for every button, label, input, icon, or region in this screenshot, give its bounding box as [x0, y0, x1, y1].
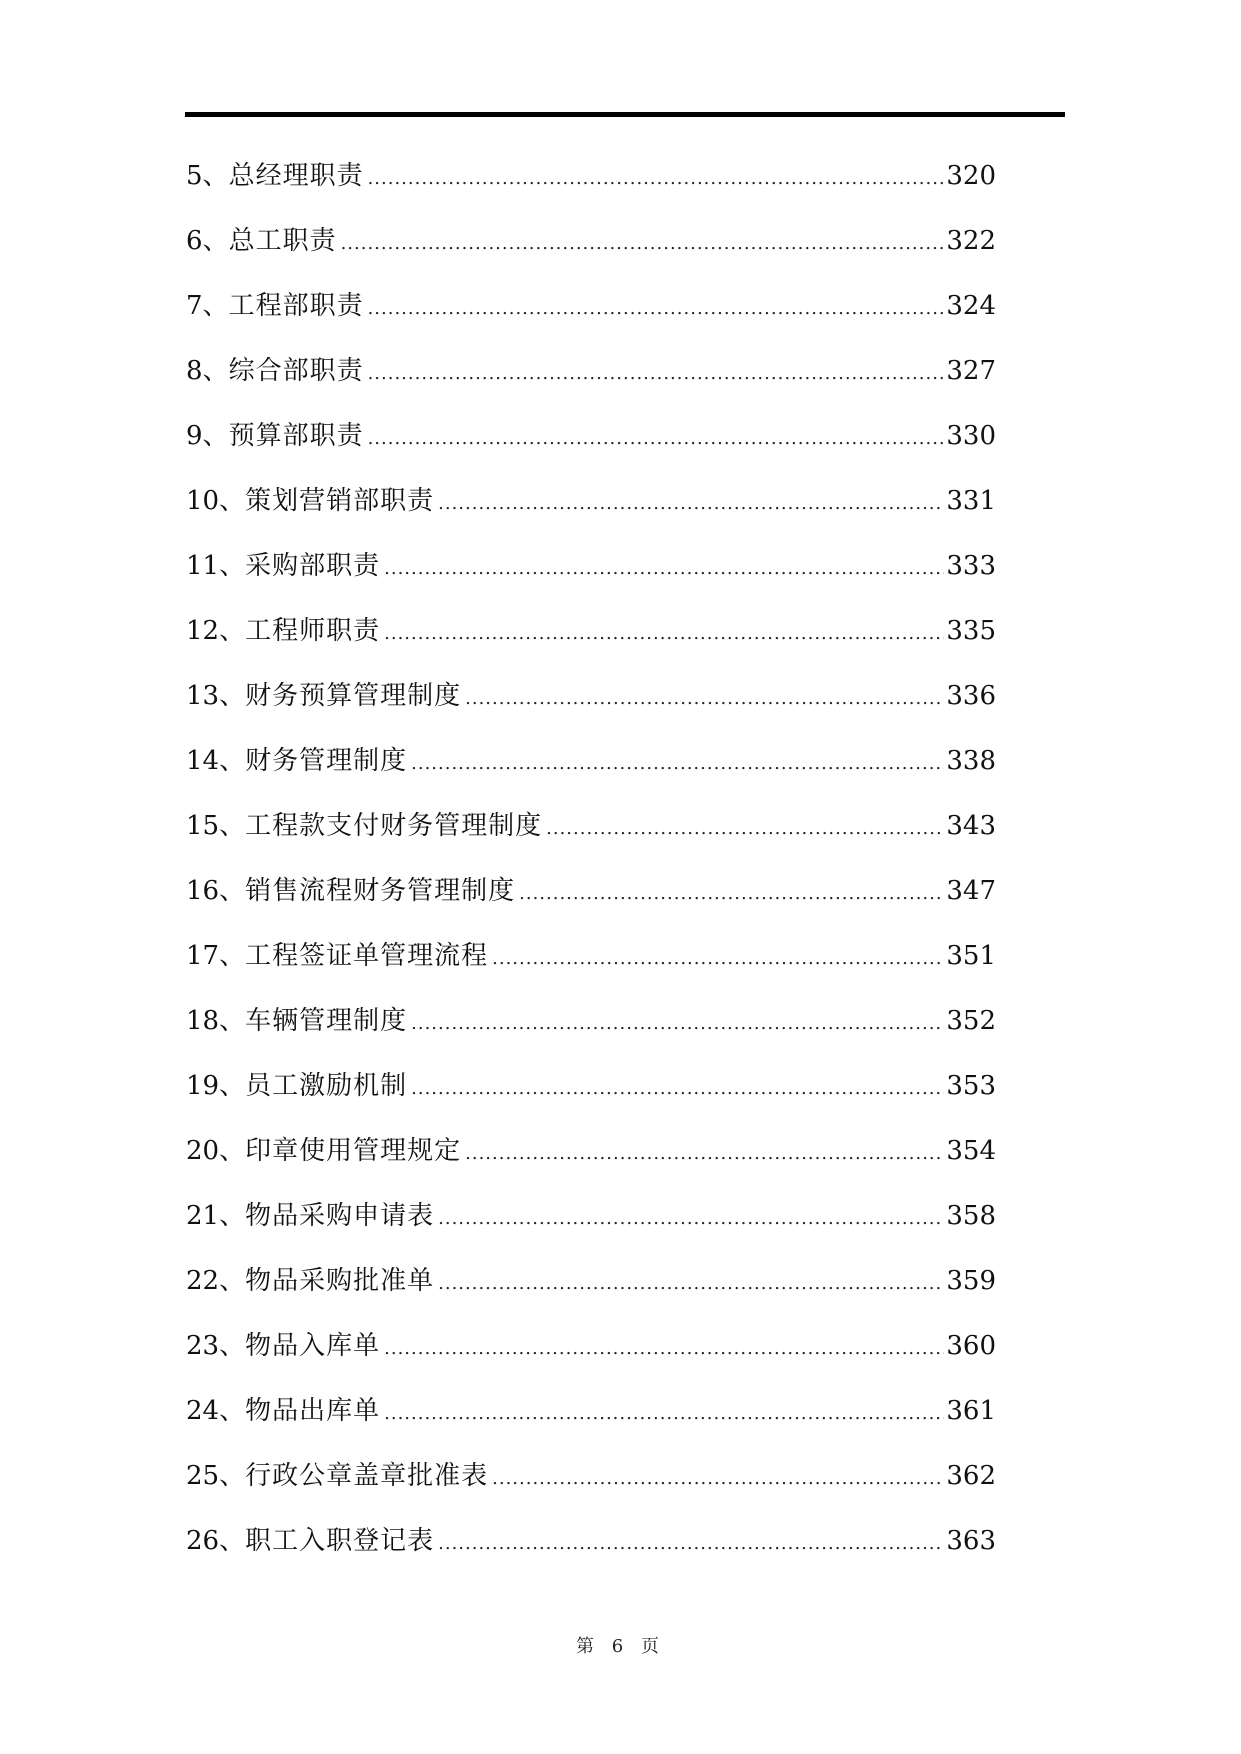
toc-entry-number: 8	[186, 356, 203, 386]
toc-dot-leader	[384, 616, 944, 652]
toc-entry[interactable]	[186, 678, 996, 743]
table-of-contents	[186, 158, 996, 1588]
toc-dot-leader	[411, 746, 944, 782]
toc-entry-number: 13	[186, 681, 220, 711]
toc-entry-title: 车辆管理制度	[245, 1006, 408, 1036]
toc-entry-page: 338	[946, 746, 996, 776]
toc-entry-number: 14	[186, 746, 220, 776]
toc-entry-title: 工程师职责	[245, 616, 381, 646]
toc-entry-separator: 、	[219, 941, 246, 971]
toc-entry[interactable]	[186, 288, 996, 353]
toc-entry-title: 采购部职责	[245, 551, 381, 581]
toc-entry[interactable]	[186, 483, 996, 548]
toc-dot-leader	[438, 1201, 944, 1237]
toc-dot-leader	[368, 291, 945, 327]
toc-entry-separator: 、	[219, 1331, 246, 1361]
toc-entry-page: 359	[946, 1266, 996, 1296]
toc-entry-title: 总经理职责	[228, 161, 364, 191]
toc-entry-title: 职工入职登记表	[245, 1526, 435, 1556]
toc-entry-page: 363	[946, 1526, 996, 1556]
toc-entry[interactable]	[186, 223, 996, 288]
toc-dot-leader	[465, 1136, 944, 1172]
toc-dot-leader	[368, 161, 945, 197]
toc-entry-separator: 、	[219, 1071, 246, 1101]
toc-entry-title: 财务预算管理制度	[245, 681, 462, 711]
toc-entry-number: 19	[186, 1071, 220, 1101]
toc-entry-title: 财务管理制度	[245, 746, 408, 776]
toc-dot-leader	[546, 811, 944, 847]
toc-entry[interactable]	[186, 1458, 996, 1523]
toc-dot-leader	[341, 226, 945, 262]
toc-entry-page: 327	[946, 356, 996, 386]
toc-entry-number: 17	[186, 941, 220, 971]
toc-entry-number: 10	[186, 486, 220, 516]
toc-entry-page: 352	[946, 1006, 996, 1036]
toc-entry[interactable]	[186, 1068, 996, 1133]
toc-entry-number: 12	[186, 616, 220, 646]
toc-entry[interactable]	[186, 353, 996, 418]
toc-entry-separator: 、	[219, 811, 246, 841]
toc-entry-page: 330	[946, 421, 996, 451]
toc-dot-leader	[384, 1396, 944, 1432]
toc-entry-title: 物品采购申请表	[245, 1201, 435, 1231]
toc-entry[interactable]	[186, 613, 996, 678]
toc-dot-leader	[492, 941, 944, 977]
toc-entry-page: 353	[946, 1071, 996, 1101]
toc-entry-title: 工程签证单管理流程	[245, 941, 489, 971]
toc-entry-page: 362	[946, 1461, 996, 1491]
toc-entry[interactable]	[186, 158, 996, 223]
toc-entry-number: 16	[186, 876, 220, 906]
toc-entry-separator: 、	[202, 421, 229, 451]
toc-entry-number: 20	[186, 1136, 220, 1166]
toc-entry-title: 印章使用管理规定	[245, 1136, 462, 1166]
toc-entry-separator: 、	[219, 1006, 246, 1036]
toc-dot-leader	[384, 1331, 944, 1367]
toc-entry-separator: 、	[219, 616, 246, 646]
toc-entry-number: 26	[186, 1526, 220, 1556]
toc-dot-leader	[438, 1526, 944, 1562]
toc-entry-title: 综合部职责	[228, 356, 364, 386]
toc-entry[interactable]	[186, 548, 996, 613]
toc-entry-separator: 、	[219, 486, 246, 516]
toc-entry-separator: 、	[219, 1201, 246, 1231]
toc-entry-title: 策划营销部职责	[245, 486, 435, 516]
toc-entry-separator: 、	[202, 356, 229, 386]
toc-entry-page: 360	[946, 1331, 996, 1361]
toc-entry[interactable]	[186, 873, 996, 938]
toc-entry-title: 物品出库单	[245, 1396, 381, 1426]
toc-entry-separator: 、	[219, 681, 246, 711]
toc-entry-title: 工程部职责	[228, 291, 364, 321]
header-rule	[185, 112, 1065, 117]
toc-entry-separator: 、	[219, 746, 246, 776]
toc-entry-page: 336	[946, 681, 996, 711]
toc-entry-number: 11	[186, 551, 220, 581]
toc-entry-separator: 、	[219, 1136, 246, 1166]
toc-entry-page: 358	[946, 1201, 996, 1231]
toc-entry-separator: 、	[202, 161, 229, 191]
toc-dot-leader	[384, 551, 944, 587]
toc-entry-number: 6	[186, 226, 203, 256]
toc-dot-leader	[411, 1006, 944, 1042]
toc-entry-separator: 、	[219, 1526, 246, 1556]
toc-entry-page: 333	[946, 551, 996, 581]
page-footer: 第 6 页	[576, 1636, 665, 1657]
toc-dot-leader	[438, 1266, 944, 1302]
toc-entry-number: 24	[186, 1396, 220, 1426]
toc-entry[interactable]	[186, 1133, 996, 1198]
toc-entry[interactable]	[186, 1263, 996, 1328]
toc-entry-title: 员工激励机制	[245, 1071, 408, 1101]
toc-entry-page: 351	[946, 941, 996, 971]
toc-entry-number: 25	[186, 1461, 220, 1491]
toc-dot-leader	[411, 1071, 944, 1107]
toc-entry[interactable]	[186, 938, 996, 1003]
toc-entry-number: 15	[186, 811, 220, 841]
toc-entry[interactable]	[186, 743, 996, 808]
toc-dot-leader	[368, 421, 945, 457]
toc-entry-separator: 、	[202, 226, 229, 256]
toc-entry-page: 335	[946, 616, 996, 646]
toc-entry-title: 总工职责	[228, 226, 337, 256]
toc-entry-title: 物品入库单	[245, 1331, 381, 1361]
toc-entry-number: 9	[186, 421, 203, 451]
toc-entry-number: 7	[186, 291, 203, 321]
toc-entry-page: 361	[946, 1396, 996, 1426]
toc-dot-leader	[492, 1461, 944, 1497]
toc-entry-title: 工程款支付财务管理制度	[245, 811, 543, 841]
toc-entry-page: 347	[946, 876, 996, 906]
toc-entry-title: 行政公章盖章批准表	[245, 1461, 489, 1491]
toc-entry-separator: 、	[219, 1461, 246, 1491]
toc-entry[interactable]	[186, 1393, 996, 1458]
toc-entry-page: 354	[946, 1136, 996, 1166]
toc-entry-number: 21	[186, 1201, 220, 1231]
toc-entry-number: 22	[186, 1266, 220, 1296]
toc-entry-page: 320	[946, 161, 996, 191]
toc-entry-separator: 、	[219, 1396, 246, 1426]
toc-entry-number: 5	[186, 161, 203, 191]
toc-entry-page: 322	[946, 226, 996, 256]
toc-entry[interactable]	[186, 1523, 996, 1588]
toc-entry-title: 物品采购批准单	[245, 1266, 435, 1296]
toc-dot-leader	[438, 486, 944, 522]
toc-entry-page: 331	[946, 486, 996, 516]
toc-entry-separator: 、	[219, 1266, 246, 1296]
toc-entry-number: 23	[186, 1331, 220, 1361]
toc-entry[interactable]	[186, 1003, 996, 1068]
toc-entry-title: 销售流程财务管理制度	[245, 876, 516, 906]
toc-entry-separator: 、	[202, 291, 229, 321]
toc-entry-page: 343	[946, 811, 996, 841]
toc-entry[interactable]	[186, 1328, 996, 1393]
toc-dot-leader	[465, 681, 944, 717]
toc-entry[interactable]	[186, 808, 996, 873]
toc-entry[interactable]	[186, 418, 996, 483]
toc-dot-leader	[368, 356, 945, 392]
toc-entry[interactable]	[186, 1198, 996, 1263]
toc-dot-leader	[519, 876, 944, 912]
toc-entry-page: 324	[946, 291, 996, 321]
toc-entry-separator: 、	[219, 876, 246, 906]
toc-entry-title: 预算部职责	[228, 421, 364, 451]
toc-entry-number: 18	[186, 1006, 220, 1036]
toc-entry-separator: 、	[219, 551, 246, 581]
